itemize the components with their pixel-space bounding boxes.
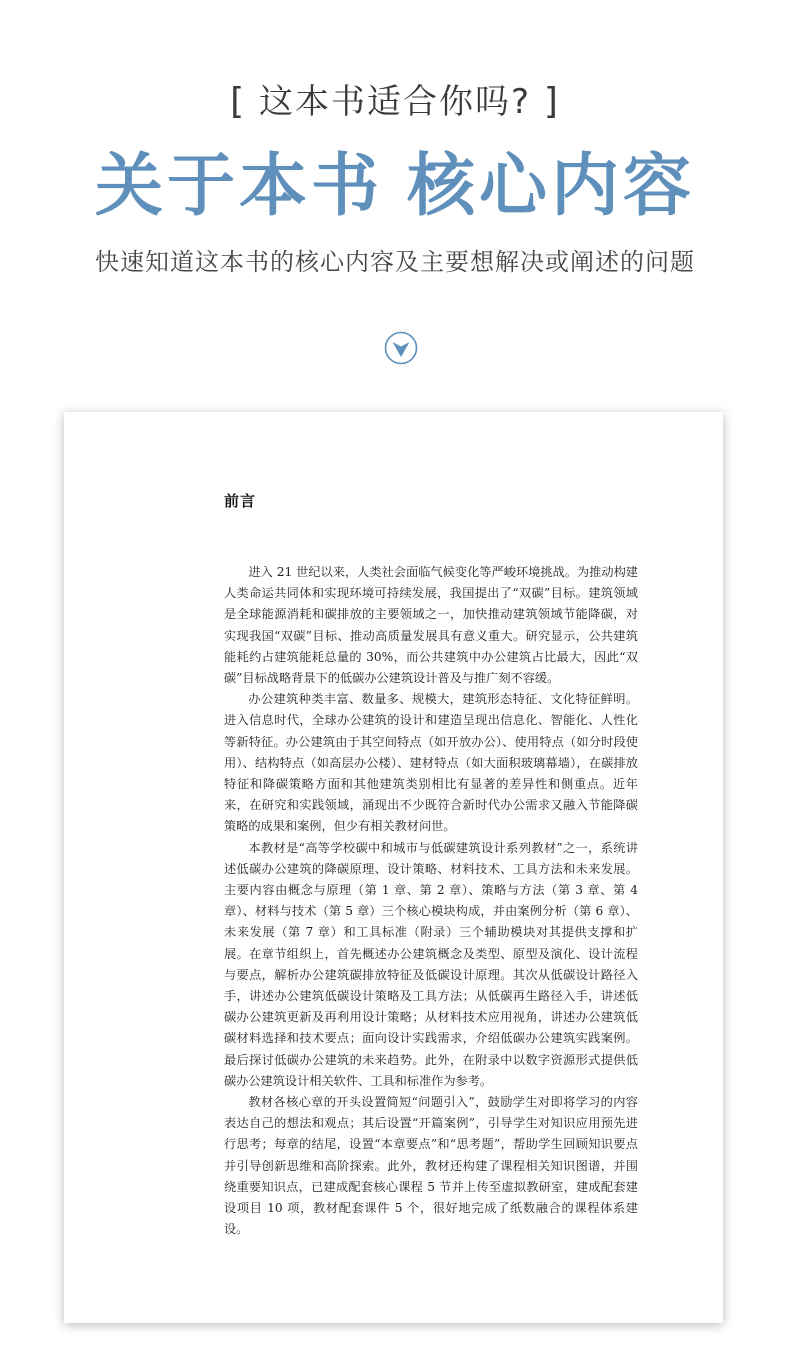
- left-bracket-icon: [: [230, 81, 247, 122]
- preface-paragraph: 办公建筑种类丰富、数量多、规模大，建筑形态特征、文化特征鲜明。进入信息时代，全球办公建筑的设计和建造呈现出信息化、智能化、人性化等新特征。办公建筑由于其空间特点（如开放办公）、使用特点（如分时段使用）、结构特点（如高层办公楼）、建材特点（如大面积玻璃幕墙），在碳排放特征和降碳策略方面和其他建筑类别相比有显著的差异性和侧重点。近年来，在研究和实践领域，涌现出不少既符合新时代办公需求又融入节能降碳策略的成果和案例，但少有相关教材问世。: [224, 692, 638, 834]
- document-page-card: [64, 412, 723, 1323]
- right-bracket-icon: ]: [543, 81, 560, 122]
- preface-heading: 前言: [224, 492, 257, 510]
- preface-paragraph: 进入 21 世纪以来，人类社会面临气候变化等严峻环境挑战。为推动构建人类命运共同体和实现环境可持续发展，我国提出了“双碳”目标。建筑领域是全球能源消耗和碳排放的主要领域之一，加快推动建筑领域节能降碳，对实现我国“双碳”目标、推动高质量发展具有意义重大。研究显示，公共建筑能耗约占建筑能耗总量的 30%，而公共建筑中办公建筑占比最大，因此“双碳”目标战略背景下的低碳办公建筑设计普及与推广刻不容缓。: [224, 565, 638, 686]
- title-part-about-book: 关于本书: [94, 146, 383, 226]
- chevron-down-circle-icon: [384, 331, 418, 365]
- page-subtitle: 快速知道这本书的核心内容及主要想解决或阐述的问题: [95, 248, 695, 276]
- preface-body: [224, 562, 638, 1241]
- page-title: [0, 142, 790, 230]
- book-fit-question: [0, 78, 790, 126]
- preface-paragraph: 教材各核心章的开头设置简短“问题引入”，鼓励学生对即将学习的内容表达自己的想法和观点；其后设置“开篇案例”，引导学生对知识应用预先进行思考；每章的结尾，设置“本章要点”和“思考题”，帮助学生回顾知识要点并引导创新思维和高阶探索。此外，教材还构建了课程相关知识图谱，并围绕重要知识点，已建成配套核心课程 5 节并上传至虚拟教研室，建成配套建设项目 10 项，教材配套课件 5 个，很好地完成了纸数融合的课程体系建设。: [224, 1095, 638, 1237]
- preface-paragraph: 本教材是“高等学校碳中和城市与低碳建筑设计系列教材”之一，系统讲述低碳办公建筑的降碳原理、设计策略、材料技术、工具方法和未来发展。主要内容由概念与原理（第 1 章、第 2 章）、策略与方法（第 3 章、第 4 章）、材料与技术（第 5 章）三个核心模块构成，并由案例分析（第 6 章）、未来发展（第 7 章）和工具标准（附录）三个辅助模块对其提供支撑和扩展。在章节组织上，首先概述办公建筑概念及类型、原型及演化、设计流程与要点，解析办公建筑碳排放特征及低碳设计原理。其次从低碳设计路径入手，讲述办公建筑低碳设计策略及工具方法；从低碳再生路径入手，讲述低碳办公建筑更新及再利用设计策略；从材料技术应用视角，讲述办公建筑低碳材料选择和技术要点；面向设计实践需求，介绍低碳办公建筑实践案例。最后探讨低碳办公建筑的未来趋势。此外，在附录中以数字资源形式提供低碳办公建筑设计相关软件、工具和标准作为参考。: [224, 840, 638, 1088]
- title-part-core-content: 核心内容: [407, 146, 696, 226]
- question-text: 这本书适合你吗?: [258, 82, 532, 122]
